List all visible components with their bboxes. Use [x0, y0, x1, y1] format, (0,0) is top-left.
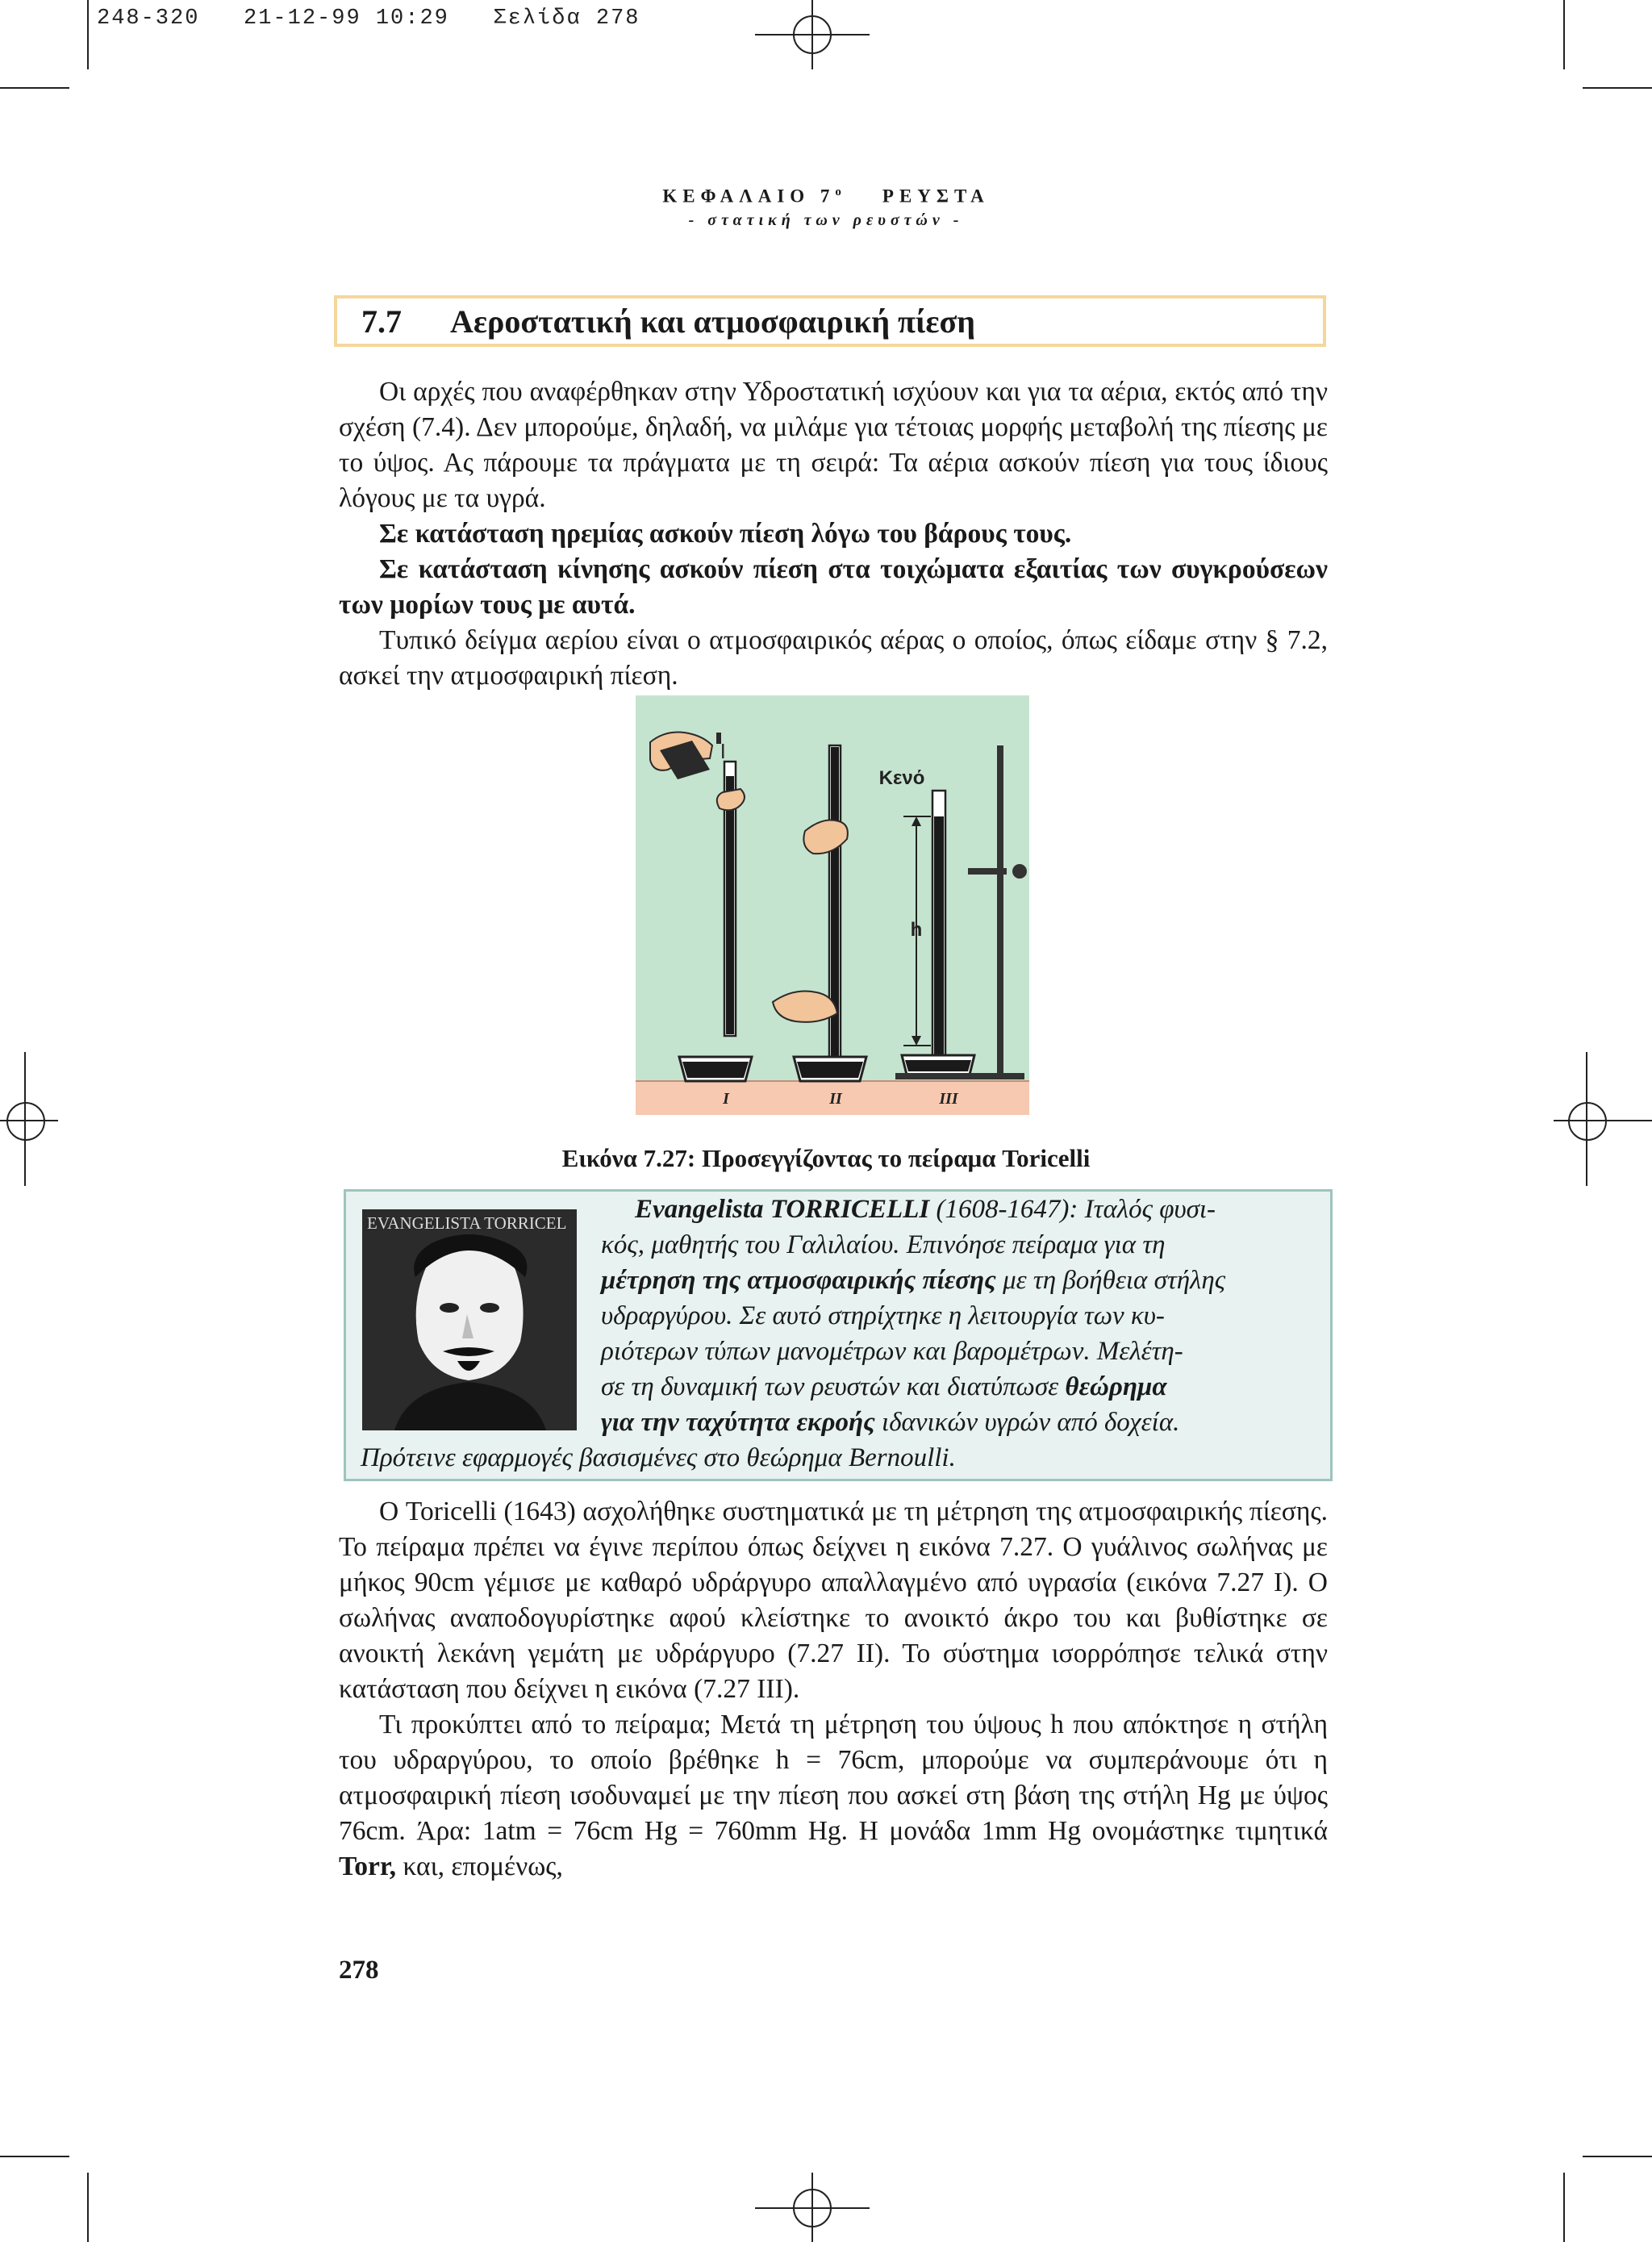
bio-line: ριότερων τύπων μανομέτρων και βαρομέτρων. Μελέτη-	[601, 1337, 1183, 1366]
torricelli-figure	[636, 695, 1029, 1115]
paragraph: Ο Toricelli (1643) ασχολήθηκε συστηματικά με τη μέτρηση της ατμοσφαιρικής πίεσης. Το πείραμα πρέπει να έγινε περίπου όπως δείχνει η εικόνα 7.27. Ο γυάλινος σωλήνας με μήκος 90cm γέμισε με καθαρό υδράργυρο απαλλαγμένο από υγρασία (εικόνα 7.27 I). Ο σωλήνας αναποδογυρίστηκε αφού κλείστηκε το ανοικτό άκρο του και βυθίστηκε σε ανοικτή λεκάνη γεμάτη με υδράργυρο (7.27 II). Το σύστημα ισορρόπησε τελικά στην κατάσταση που δείχνει η εικόνα (7.27 III).	[339, 1497, 1328, 1704]
figure-caption: Εικόνα 7.27: Προσεγγίζοντας το πείραμα Toricelli	[561, 1144, 1091, 1172]
paragraph-bold: Σε κατάσταση ηρεμίας ασκούν πίεση λόγω του βάρους τους.	[379, 519, 1072, 549]
bio-line: κός, μαθητής του Γαλιλαίου. Επινόησε πείραμα για τη	[601, 1230, 1166, 1259]
paragraph: Οι αρχές που αναφέρθηκαν στην Υδροστατική ισχύουν και για τα αέρια, εκτός από την σχέση (7.4). Δεν μπορούμε, δηλαδή, να μιλάμε για τέτοιας μορφής μεταβολή της πίεσης με το ύψος. Ας πάρουμε τα πράγματα με τη σειρά: Τα αέρια ασκούν πίεση για τους ίδιους λόγους με τα υγρά.	[339, 377, 1328, 513]
section-heading	[334, 295, 1326, 347]
bio-line: Πρότεινε εφαρμογές βασισμένες στο θεώρημα Bernoulli.	[361, 1443, 956, 1472]
bio-name: Evangelista TORRICELLI	[635, 1195, 930, 1224]
bio-line: για την ταχύτητα εκροής ιδανικών υγρών από δοχεία.	[601, 1408, 1180, 1437]
running-subtitle: - στατική των ρευστών -	[688, 211, 964, 229]
portrait-inscription: EVANGELISTA TORRICEL	[367, 1213, 567, 1233]
page-number: 278	[339, 1956, 379, 1985]
bio-line: μέτρηση της ατμοσφαιρικής πίεσης με τη βοήθεια στήλης	[601, 1266, 1226, 1295]
print-metadata: 248-320 21-12-99 10:29 Σελίδα 278	[97, 6, 640, 31]
body-text-bottom	[339, 1494, 1328, 1885]
figure-label-iii: III	[939, 1090, 958, 1108]
figure-label-h: h	[910, 919, 923, 941]
section-title: Αεροστατική και ατμοσφαιρική πίεση	[450, 303, 975, 340]
torricelli-illustration	[636, 695, 1029, 1115]
section-number: 7.7	[361, 303, 402, 340]
biography-box	[344, 1189, 1333, 1481]
torricelli-portrait	[362, 1209, 577, 1430]
bio-line: Evangelista TORRICELLI (1608-1647): Ιταλός φυσι-	[635, 1195, 1216, 1224]
bio-line: σε τη δυναμική των ρευστών και διατύπωσε θεώρημα	[601, 1372, 1167, 1401]
chapter-superscript: ο	[835, 186, 841, 198]
figure-label-ii: II	[829, 1090, 842, 1108]
paragraph: Τι προκύπτει από το πείραμα; Μετά τη μέτρηση του ύψους h που απόκτησε η στήλη του υδραργύρου, το οποίο βρέθηκε h = 76cm, μπορούμε να συμπεράνουμε ότι η ατμοσφαιρική πίεση ισοδυναμεί με την πίεση που ασκεί στη βάση της στήλη Hg με ύψος 76cm. Άρα: 1atm = 76cm Hg = 760mm Hg. Η μονάδα 1mm Hg ονομάστηκε τιμητικά Torr, και, επομένως,	[339, 1710, 1328, 1881]
chapter-topic: ΡΕΥΣΤΑ	[882, 186, 990, 207]
figure-label-vacuum: Κενό	[878, 767, 925, 789]
paragraph-bold: Σε κατάσταση κίνησης ασκούν πίεση στα τοιχώματα εξαιτίας των συγκρούσεων των μορίων τους με αυτά.	[339, 554, 1328, 620]
bio-line: υδραργύρου. Σε αυτό στηρίχτηκε η λειτουργία των κυ-	[601, 1301, 1165, 1330]
running-header	[0, 186, 1652, 207]
chapter-label: ΚΕΦΑΛΑΙΟ 7	[662, 186, 836, 207]
body-text-top	[339, 374, 1328, 694]
paragraph: Τυπικό δείγμα αερίου είναι ο ατμοσφαιρικός αέρας ο οποίος, όπως είδαμε στην § 7.2, ασκεί την ατμοσφαιρική πίεση.	[339, 625, 1328, 691]
figure-label-i: I	[723, 1090, 729, 1108]
